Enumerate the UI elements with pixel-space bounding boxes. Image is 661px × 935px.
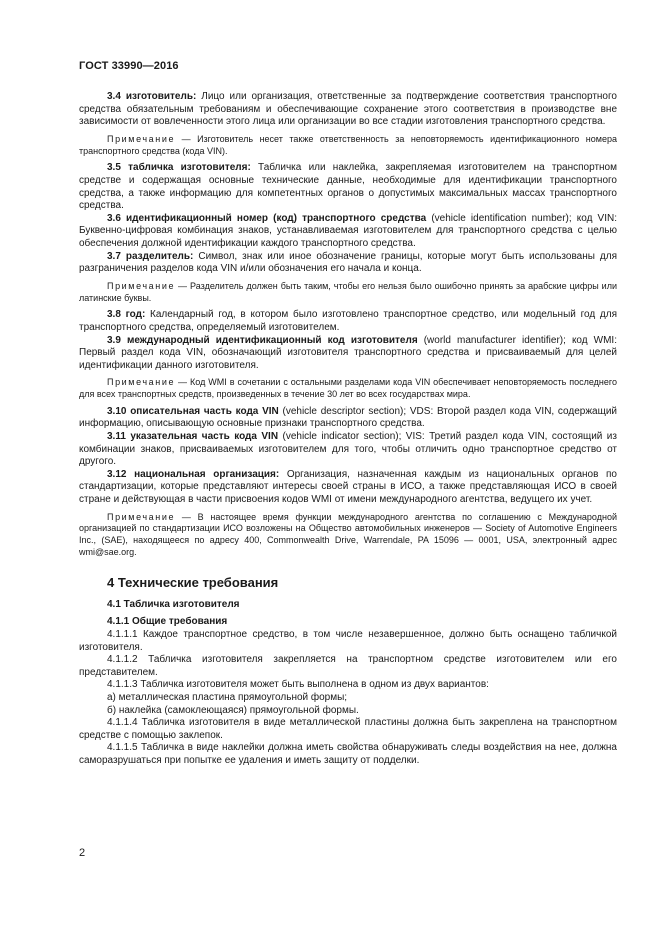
note-text: — Код WMI в сочетании с остальными разделами кода VIN обеспечивает неповторяемость последнего для всех транспортных средств, произведенных в течение 30 лет во всех государствах мира. (79, 377, 617, 400)
definition-text: Табличка или наклейка, закрепляемая изготовителем на транспортном средстве и содержащая основные технические данные, необходимые для идентификации транспортного средства, а также информацию для компетентных органов о допустимых максимальных массах транспортного средства. (79, 162, 617, 212)
definition-3-9 (79, 335, 617, 373)
term: 3.12 национальная организация: (107, 468, 280, 480)
note-text: — Разделитель должен быть таким, чтобы его нельзя было ошибочно принять за арабские цифры или латинские буквы. (79, 280, 617, 303)
section-title: 4 Технические требования (107, 574, 279, 590)
term: 3.6 идентификационный номер (код) транспортного средства (107, 212, 427, 224)
note-text: — В настоящее время функции международного агентства по соглашению с Международной организацией по стандартизации ИСО возложены на Общество автомобильных инженеров — Society of Automotive Engineers Inc., (SAE), находящееся по адресу 400, Commonwealth Drive, Warrendale, PA 15096 — 0001, USA, электронный адрес wmi@sae.org. (79, 511, 617, 558)
definition-3-11 (79, 431, 617, 469)
list-item: 4.1.1.5 Табличка в виде наклейки должна иметь свойства обнаруживать следы воздействия на нее, должна саморазрушаться при попытке ее удаления и иметь защиту от подделки. (79, 742, 617, 766)
standard-header: ГОСТ 33990—2016 (79, 60, 179, 72)
subsection-title-4-1-1: 4.1.1 Общие требования (107, 616, 228, 628)
note-3-9 (79, 377, 617, 401)
term: 3.10 описательная часть кода VIN (107, 405, 279, 417)
note-3-7 (79, 281, 617, 305)
note-label: Примечание (107, 133, 176, 144)
definition-3-10 (79, 406, 617, 431)
subsection-title-4-1: 4.1 Табличка изготовителя (107, 598, 240, 610)
definition-text: (world manufacturer identifier); код WMI: Первый раздел кода VIN, обозначающий изготовителя транспортного средства и присваиваемый для целей идентификации данного изготовителя. (79, 334, 617, 371)
definition-3-12 (79, 469, 617, 507)
definition-text: Лицо или организация, ответственные за подтверждение соответствия транспортного средства обязательным требованиям и обеспечивающие сохранение этого соответствия в производстве вне зависимости от вовлеченности этого лица или организации во все стадии изготовления транспортного средства. (79, 91, 617, 128)
note-3-12 (79, 512, 617, 559)
note-label: Примечание (107, 377, 176, 388)
definition-text: (vehicle descriptor section); VDS: Второй раздел кода VIN, содержащий информацию, описывающую основные признаки транспортного средства. (79, 405, 617, 430)
definition-text: (vehicle identification number); код VIN: Буквенно-цифровая комбинация знаков, устанавливаемая изготовителем для транспортного средства с целью обеспечения должной идентификации каждого транспортного средства. (79, 212, 617, 249)
term: 3.7 разделитель: (107, 250, 194, 262)
definition-text: Календарный год, в котором было изготовлено транспортное средство, или модельный год для транспортного средства, определяемый изготовителем. (79, 309, 617, 333)
term: 3.8 год: (107, 309, 146, 321)
note-label: Примечание (107, 280, 176, 291)
list-item: а) металлическая пластина прямоугольной формы; (107, 691, 348, 703)
term: 3.4 изготовитель: (107, 91, 197, 102)
list-item: 4.1.1.3 Табличка изготовителя может быть выполнена в одном из двух вариантов: (107, 679, 489, 691)
definition-text: Символ, знак или иное обозначение границы, которые могут быть использованы для разграничения разделов кода VIN и/или обозначения его начала и конца. (79, 250, 618, 275)
note-3-4 (79, 134, 617, 158)
list-item: б) наклейка (самоклеющаяся) прямоугольной формы. (107, 704, 359, 716)
term: 3.9 международный идентификационный код изготовителя (107, 334, 418, 346)
definition-3-4 (79, 91, 617, 129)
definition-3-6 (79, 213, 617, 251)
page-number: 2 (79, 847, 86, 859)
note-label: Примечание (107, 511, 176, 522)
definition-text: (vehicle indicator section); VIS: Третий раздел кода VIN, состоящий из комбинации знаков, присваиваемых изготовителем для того, чтобы отличить одно транспортное средство от другого. (79, 431, 617, 468)
definition-3-8 (79, 309, 617, 334)
note-text: — Изготовитель несет также ответственность за неповторяемость идентификационного номера транспортного средства (кода VIN). (79, 133, 617, 156)
term: 3.5 табличка изготовителя: (107, 162, 251, 174)
document-body (79, 91, 617, 768)
list-item: 4.1.1.2 Табличка изготовителя закрепляется на транспортном средстве изготовителем или его представителем. (79, 654, 617, 678)
list-item: 4.1.1.4 Табличка изготовителя в виде металлической пластины должна быть закреплена на транспортном средстве с помощью заклепок. (79, 717, 617, 741)
definition-text: Организация, назначенная каждым из национальных органов по стандартизации, которые представляют интересы своей страны в ИСО, а также представляющая ИСО в своей стране и действующая в части присвоения кодов WMI от имени международного агентства, ведущего их учет. (79, 468, 617, 506)
term: 3.11 указательная часть кода VIN (107, 431, 279, 443)
list-item: 4.1.1.1 Каждое транспортное средство, в том числе незавершенное, должно быть оснащено табличкой изготовителя. (79, 629, 617, 653)
definition-3-7 (79, 251, 617, 276)
definition-3-5 (79, 162, 617, 212)
